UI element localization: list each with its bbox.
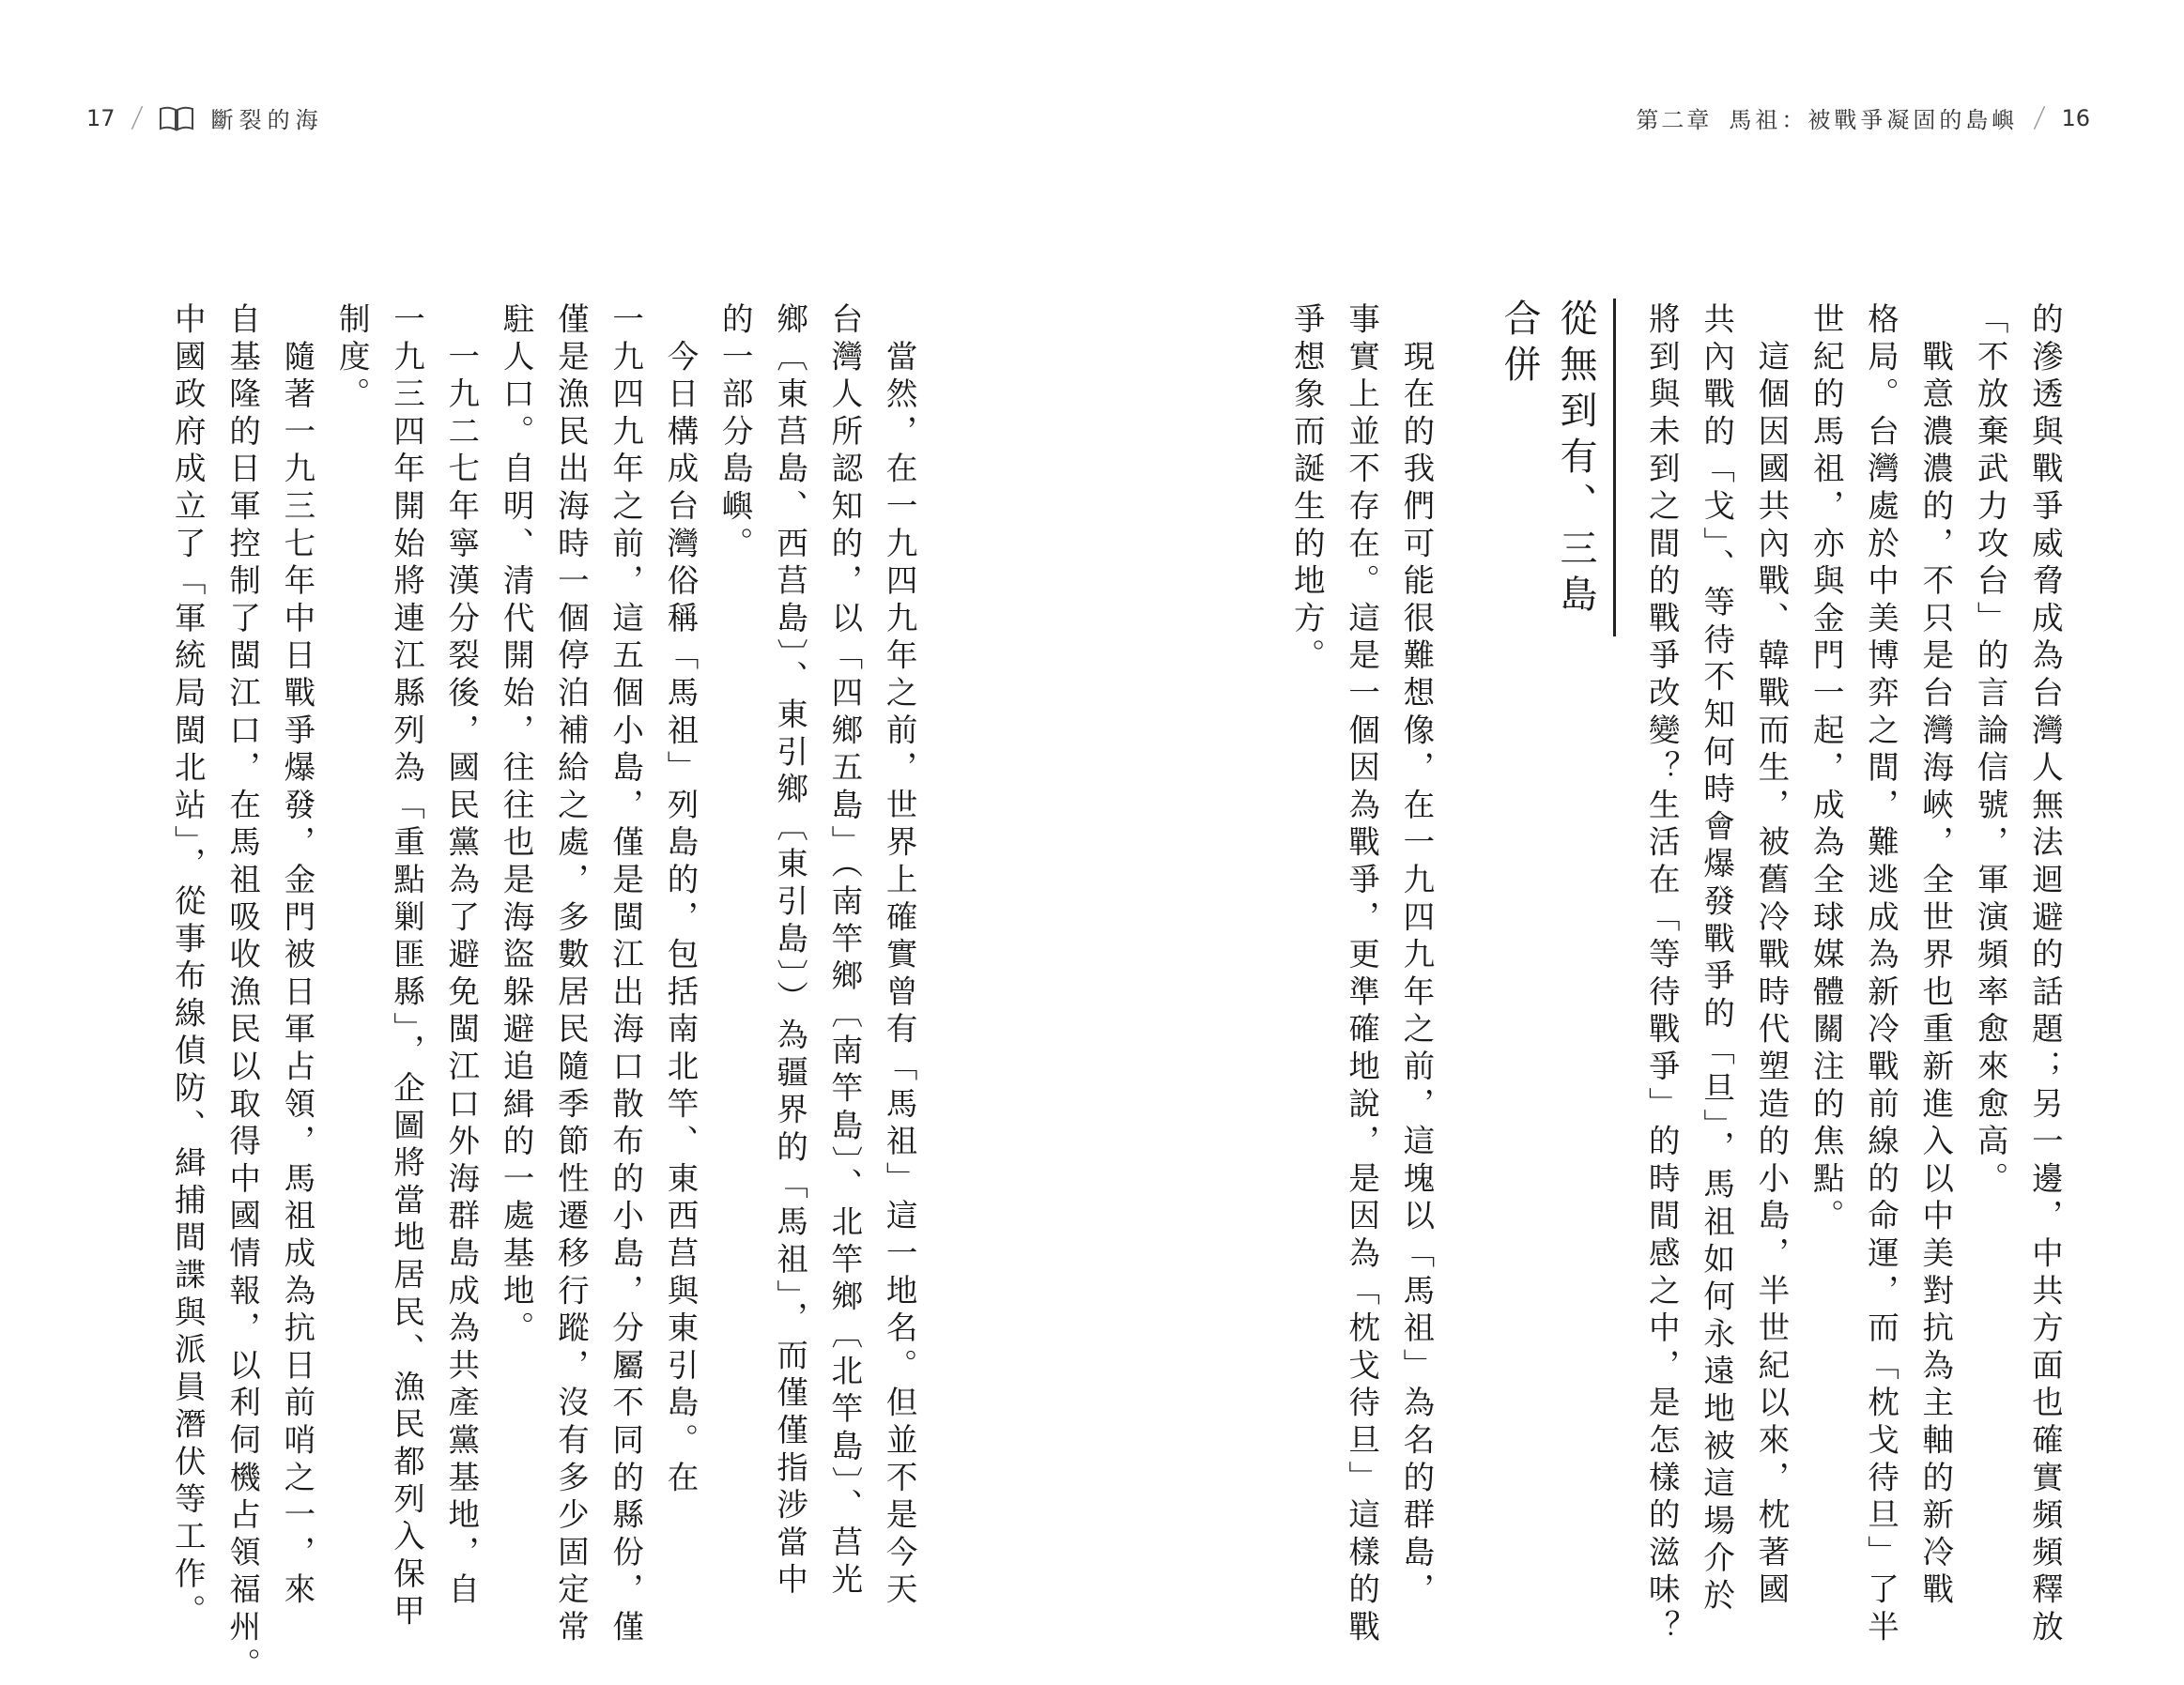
header-left [86,101,324,134]
header-divider: / [130,101,145,134]
book-title: 斷裂的海 [210,107,324,133]
open-book-icon [159,105,194,131]
section-heading: 從無到有、三島合併 [1491,299,1616,636]
right-page-text-block-1: 的滲透與戰爭威脅成為台灣人無法迴避的話題；另一邊，中共方面也確實頻頻釋放 「不放棄武力攻台」的言論信號，軍演頻率愈來愈高。 戰意濃濃的，不只是台灣海峽，全世界也重新進入以中美對抗為主軸的新冷戰 格局。台灣處於中美博弈之間，難逃成為新冷戰前線的命運，而「枕戈待旦」了半 世紀的馬祖，亦與金門一起，成為全球媒體關注的焦點。 這個因國共內戰、韓戰而生，被舊冷戰時代塑造的小島，半世紀以來，枕著國 共內戰的「戈」、等待不知何時會爆發戰爭的「旦」，馬祖如何永遠地被這場介於 將到與未到之間的戰爭改變？生活在「等待戰爭」的時間感之中，是怎樣的滋味？ [1643,302,2064,1647]
right-page-text-block-2: 現在的我們可能很難想像，在一九四九年之前，這塊以「馬祖」為名的群島， 事實上並不存在。這是一個因為戰爭，更準確地說，是因為「枕戈待旦」這樣的戰 爭想象而誕生的地方。 [1288,302,1435,1647]
header-right [1636,101,2090,134]
header-divider: / [2032,101,2047,134]
left-page-text-block: 當然，在一九四九年之前，世界上確實曾有「馬祖」這一地名。但並不是今天 台灣人所認知的，以「四鄉五島」（南竿鄉〔南竿島〕、北竿鄉〔北竿島〕、莒光 鄉〔東莒島、西莒島〕、東引鄉〔東引島〕）為疆界的「馬祖」，而僅僅指涉當中 的一部分島嶼。 今日構成台灣俗稱「馬祖」列島的，包括南北竿、東西莒與東引島。在 一九四九年之前，這五個小島，僅是閩江出海口散布的小島，分屬不同的縣份，僅 僅是漁民出海時一個停泊補給之處，多數居民隨季節性遷移行蹤，沒有多少固定常 駐人口。自明、清代開始，往往也是海盜躲避追緝的一處基地。 一九二七年寧漢分裂後，國民黨為了避免閩江口外海群島成為共產黨基地，自 一九三四年開始將連江縣列為「重點剿匪縣」，企圖將當地居民、漁民都列入保甲 制度。 隨著一九三七年中日戰爭爆發，金門被日軍占領，馬祖成為抗日前哨之一，來 自基隆的日軍控制了閩江口，在馬祖吸收漁民以取得中國情報，以利伺機占領福州。 中國政府成立了「軍統局閩北站」，從事布線偵防、緝捕間諜與派員潛伏等工作。 [169,302,918,1685]
left-page-number: 17 [86,104,115,131]
chapter-label: 第二章 [1636,107,1713,133]
right-page-number: 16 [2061,104,2090,131]
chapter-title: 馬祖：被戰爭凝固的島嶼 [1729,107,2019,133]
